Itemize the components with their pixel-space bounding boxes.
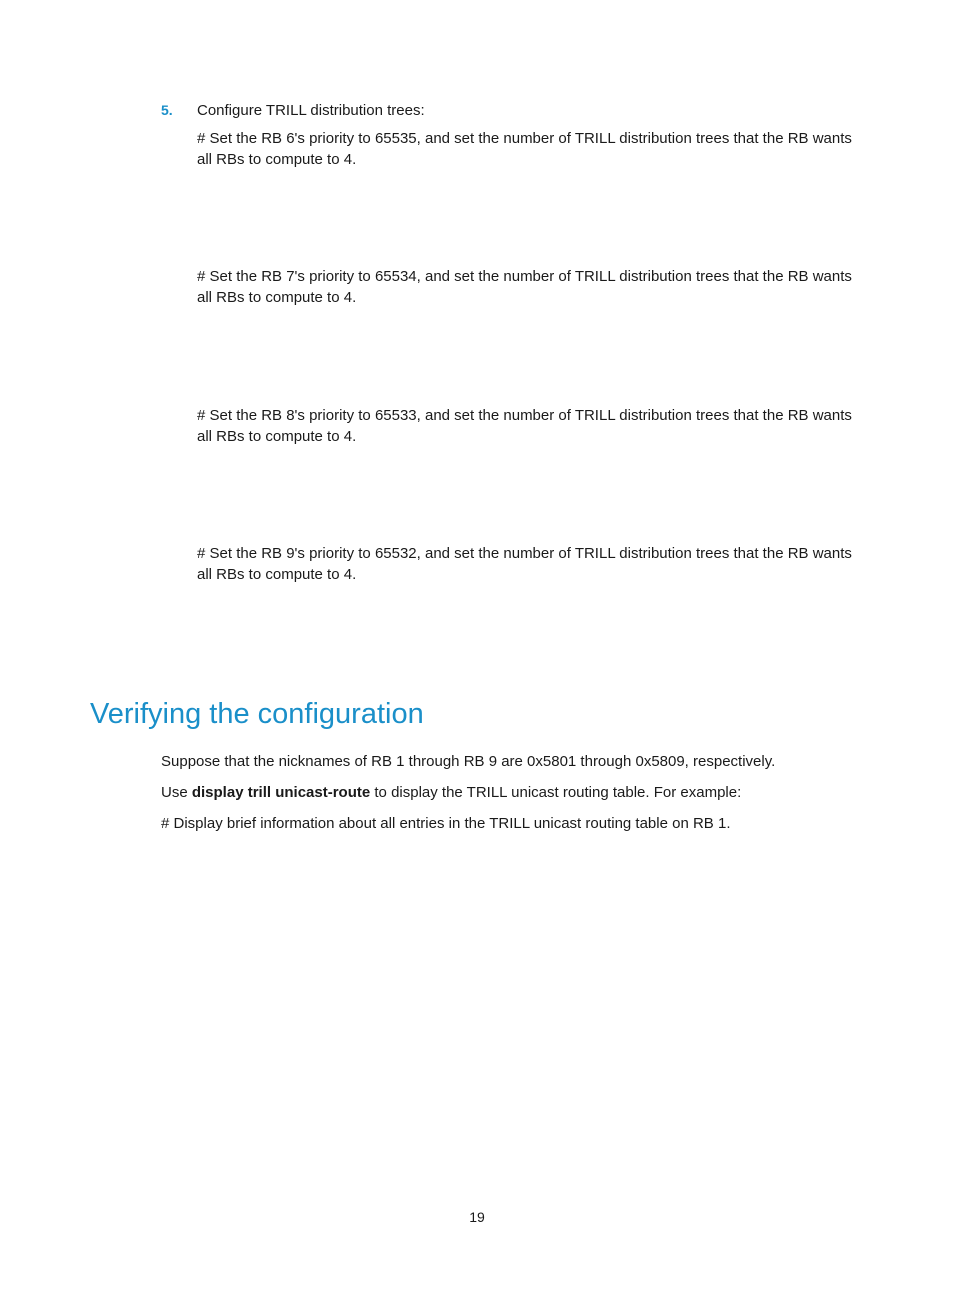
rb8-priority-paragraph: # Set the RB 8's priority to 65533, and set the number of TRILL distribution trees that the RB wants all RBs to compute to 4. <box>197 407 852 445</box>
command-text: display trill unicast-route <box>191 784 371 801</box>
step-5 <box>161 100 425 121</box>
step-number: 5. <box>161 102 173 118</box>
rb7-priority-paragraph: # Set the RB 7's priority to 65534, and set the number of TRILL distribution trees that the RB wants all RBs to compute to 4. <box>197 268 852 306</box>
use-command-paragraph <box>161 782 881 803</box>
use-prefix: Use <box>161 784 192 801</box>
step-title: Configure TRILL distribution trees: <box>197 102 425 119</box>
use-suffix: to display the TRILL unicast routing table. For example: <box>370 784 742 801</box>
rb9-priority-paragraph: # Set the RB 9's priority to 65532, and set the number of TRILL distribution trees that the RB wants all RBs to compute to 4. <box>197 545 852 583</box>
nicknames-paragraph: Suppose that the nicknames of RB 1 through RB 9 are 0x5801 through 0x5809, respectively. <box>161 753 776 770</box>
rb6-priority-paragraph: # Set the RB 6's priority to 65535, and set the number of TRILL distribution trees that the RB wants all RBs to compute to 4. <box>197 130 852 168</box>
section-heading: Verifying the configuration <box>90 698 424 730</box>
display-note-paragraph: # Display brief information about all entries in the TRILL unicast routing table on RB 1. <box>161 815 731 832</box>
page-number: 19 <box>469 1209 485 1225</box>
